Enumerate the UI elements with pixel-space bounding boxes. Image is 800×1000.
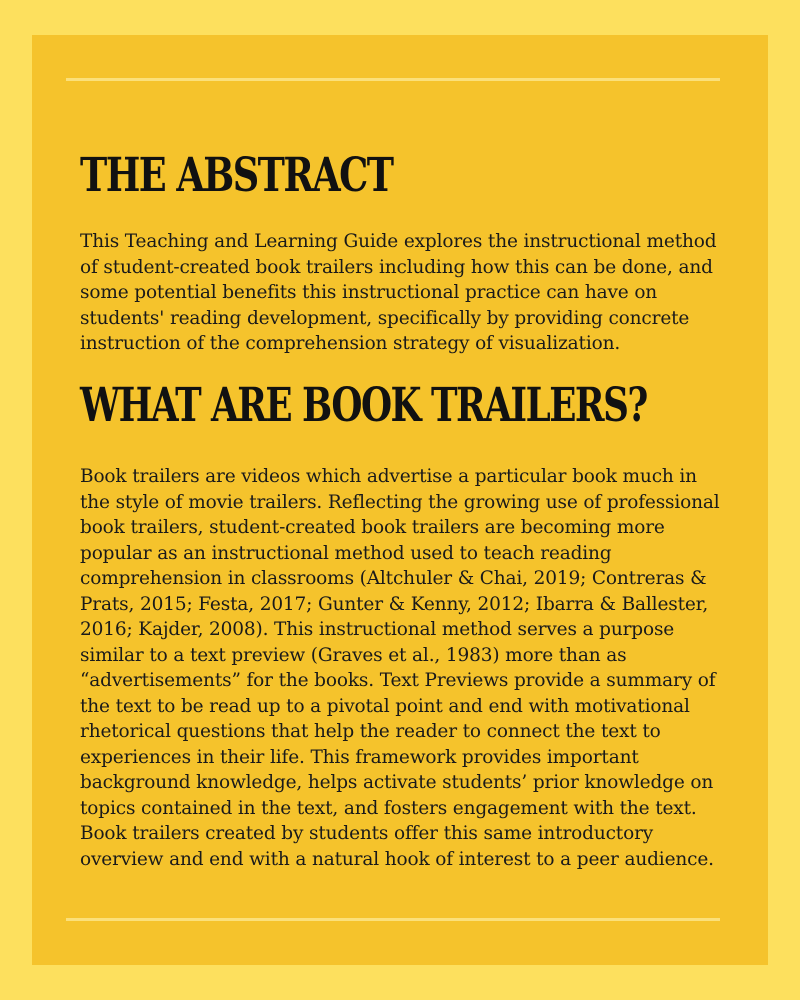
top-divider (66, 78, 720, 81)
abstract-paragraph: This Teaching and Learning Guide explores the instructional method of student-created book trailers including how this can be done, and some potential benefits this instructional practice can have on students' reading development, specifically by providing concrete instruction of the comprehension strategy of visualization. (80, 231, 717, 354)
book-trailers-paragraph: Book trailers are videos which advertise a particular book much in the style of movie trailers. Reflecting the growing use of professional book trailers, student-created book trailers are becoming more popular as an instructional method used to teach reading comprehension in classrooms (Altchuler & Chai, 2019; Contreras & Prats, 2015; Festa, 2017; Gunter & Kenny, 2012; Ibarra & Ballester, 2016; Kajder, 2008). This instructional method serves a purpose similar to a text preview (Graves et al., 1983) more than as “advertisements” for the books. Text Previews provide a summary of the text to be read up to a pivotal point and end with motivational rhetorical questions that help the reader to connect the text to experiences in their life. This framework provides important background knowledge, helps activate students’ prior knowledge on topics contained in the text, and fosters engagement with the text. Book trailers created by students offer this same introductory overview and end with a natural hook of interest to a peer audience. (80, 466, 720, 870)
bottom-divider (66, 918, 720, 921)
book-trailers-heading: WHAT ARE BOOK TRAILERS? (80, 378, 647, 433)
abstract-heading: THE ABSTRACT (80, 148, 393, 203)
